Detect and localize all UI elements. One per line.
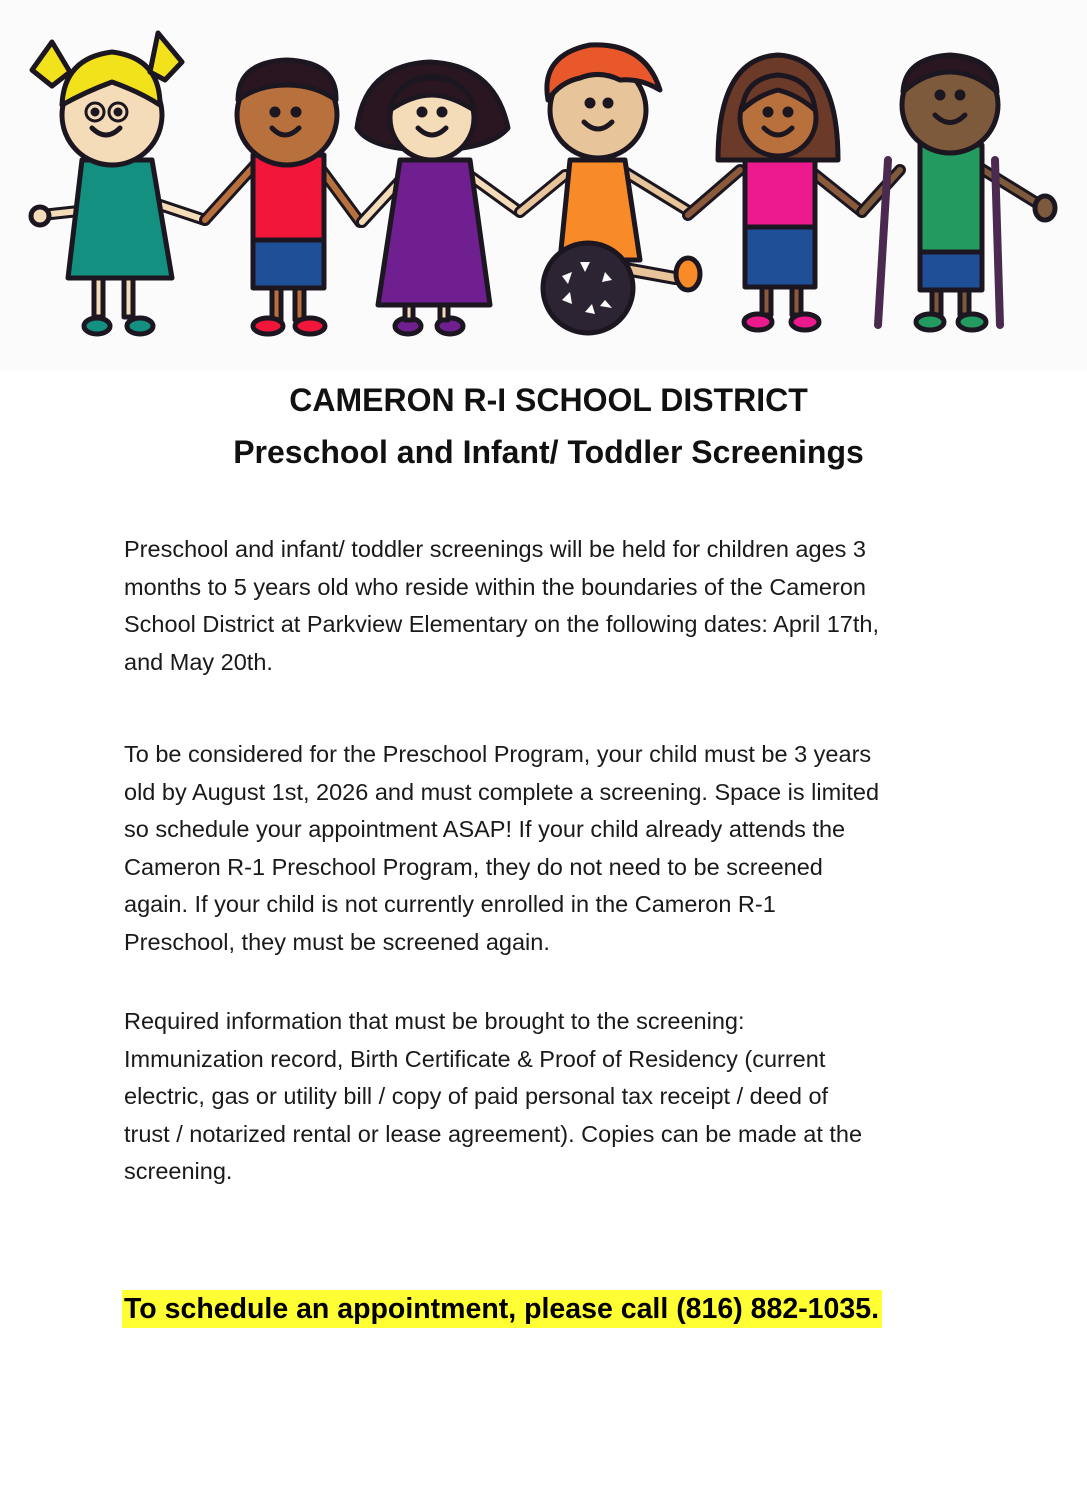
text-line: School District at Parkview Elementary on the following dates: April 17th, bbox=[124, 611, 879, 638]
child-4-wheelchair-user bbox=[520, 45, 700, 333]
child-2-boy-red-shirt bbox=[205, 60, 360, 334]
child-1-blonde-girl bbox=[31, 33, 205, 334]
text-line: so schedule your appointment ASAP! If your child already attends the bbox=[124, 816, 846, 843]
text-line: Required information that must be brought to the screening: bbox=[124, 1008, 745, 1034]
text-line: electric, gas or utility bill / copy of paid personal tax receipt / deed of bbox=[124, 1083, 829, 1110]
required-information-paragraph bbox=[124, 1003, 1024, 1191]
text-line: Cameron R-1 Preschool Program, they do not need to be screened bbox=[124, 853, 823, 880]
text-line: months to 5 years old who reside within the boundaries of the Cameron bbox=[124, 573, 866, 600]
text-line: To be considered for the Preschool Program, your child must be 3 years bbox=[124, 741, 872, 767]
screenings-subtitle: Preschool and Infant/ Toddler Screenings bbox=[233, 434, 864, 470]
children-holding-hands-illustration bbox=[0, 0, 1087, 370]
text-line: Immunization record, Birth Certificate & Proof of Residency (current bbox=[124, 1045, 826, 1072]
child-3-girl-purple-dress bbox=[357, 62, 520, 334]
text-line: screening. bbox=[124, 1158, 233, 1185]
child-5-girl-pink-shirt bbox=[688, 55, 862, 330]
text-line: again. If your child is not currently enrolled in the Cameron R-1 bbox=[124, 891, 776, 918]
text-line: and May 20th. bbox=[124, 648, 273, 675]
child-6-boy-with-crutches bbox=[862, 55, 1055, 330]
eligibility-paragraph bbox=[124, 736, 1024, 962]
text-line: Preschool and infant/ toddler screenings will be held for children ages 3 bbox=[124, 536, 866, 562]
text-line: trust / notarized rental or lease agreement). Copies can be made at the bbox=[124, 1120, 863, 1147]
text-line: Preschool, they must be screened again. bbox=[124, 928, 550, 955]
district-title: CAMERON R-I SCHOOL DISTRICT bbox=[289, 382, 808, 418]
schedule-appointment-callout: To schedule an appointment, please call (816) 882-1035. bbox=[122, 1290, 882, 1328]
screening-dates-paragraph bbox=[124, 531, 1024, 681]
text-line: old by August 1st, 2026 and must complete a screening. Space is limited bbox=[124, 778, 880, 805]
